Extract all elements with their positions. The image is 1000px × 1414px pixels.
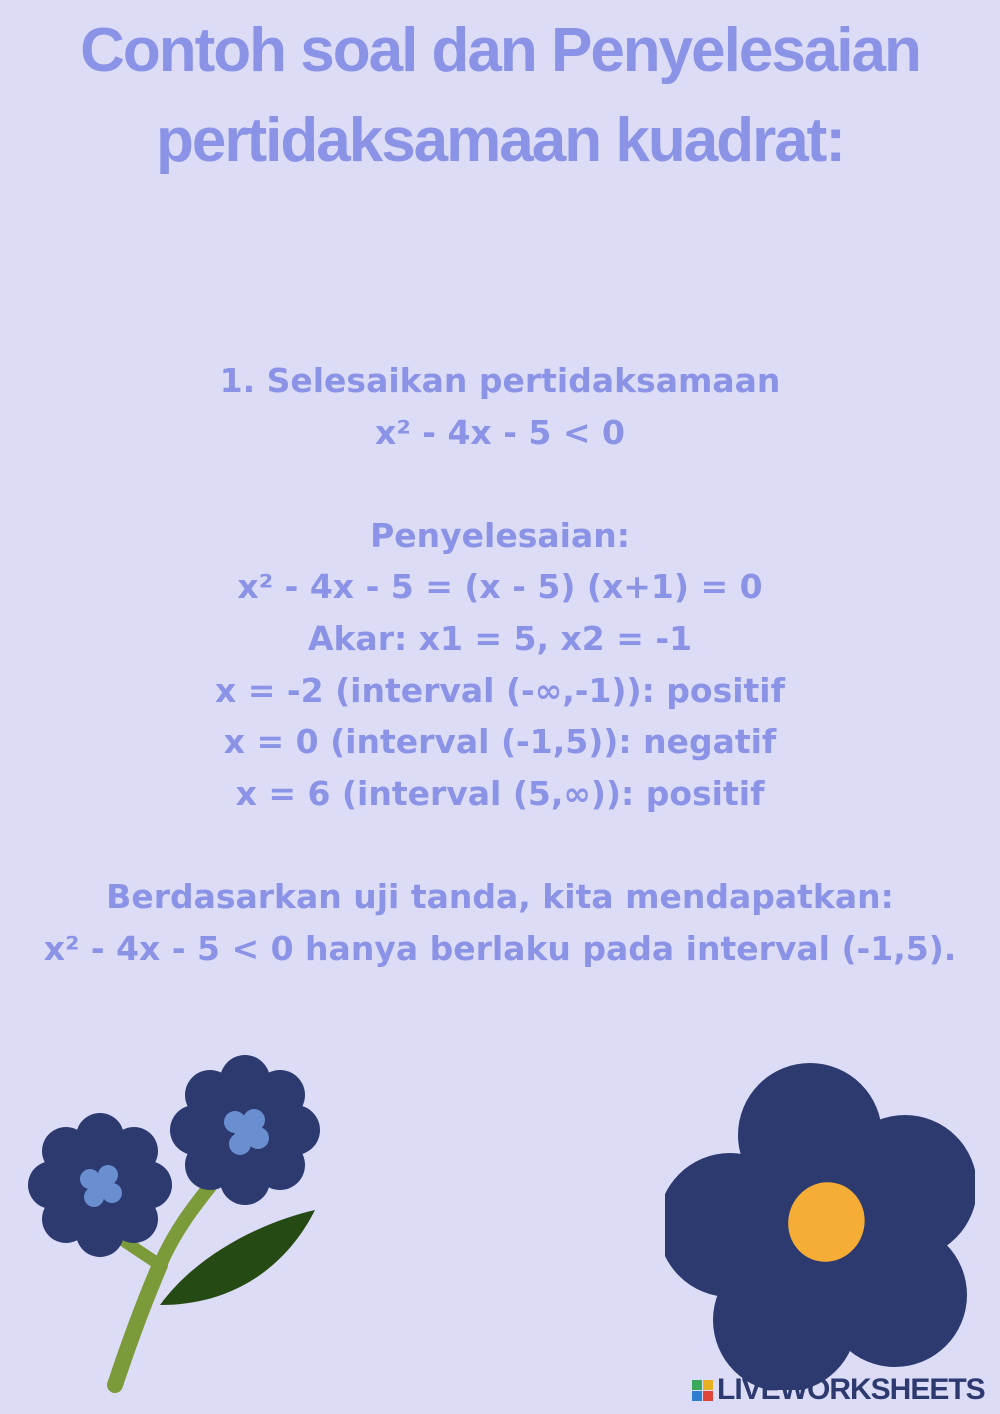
solution-test-1: x = -2 (interval (-∞,-1)): positif xyxy=(215,670,785,710)
liveworksheets-logo xyxy=(692,1374,985,1406)
solution-label: Penyelesaian: xyxy=(370,515,630,555)
spacer xyxy=(0,458,1000,510)
conclusion-intro: Berdasarkan uji tanda, kita mendapatkan: xyxy=(106,876,894,916)
liveworksheets-logo-icon xyxy=(692,1380,713,1401)
solution-roots: Akar: x1 = 5, x2 = -1 xyxy=(307,618,693,658)
flower-bouquet-icon xyxy=(20,1050,340,1400)
logo-text: LIVEWORKSHEETS xyxy=(717,1373,985,1406)
worked-example xyxy=(0,355,1000,974)
solution-test-3: x = 6 (interval (5,∞)): positif xyxy=(235,773,765,813)
flower-icon xyxy=(665,1060,975,1390)
problem-heading: 1. Selesaikan pertidaksamaan xyxy=(219,361,781,400)
spacer xyxy=(0,819,1000,871)
title-line-2: pertidaksamaan kuadrat: xyxy=(156,106,844,175)
page-title xyxy=(0,6,1000,186)
conclusion-result: x² - 4x - 5 < 0 hanya berlaku pada interval (-1,5). xyxy=(43,928,957,968)
problem-inequality: x² - 4x - 5 < 0 xyxy=(375,412,625,452)
solution-test-2: x = 0 (interval (-1,5)): negatif xyxy=(223,722,777,762)
title-line-1: Contoh soal dan Penyelesaian xyxy=(80,16,920,85)
solution-factor: x² - 4x - 5 = (x - 5) (x+1) = 0 xyxy=(237,567,763,607)
